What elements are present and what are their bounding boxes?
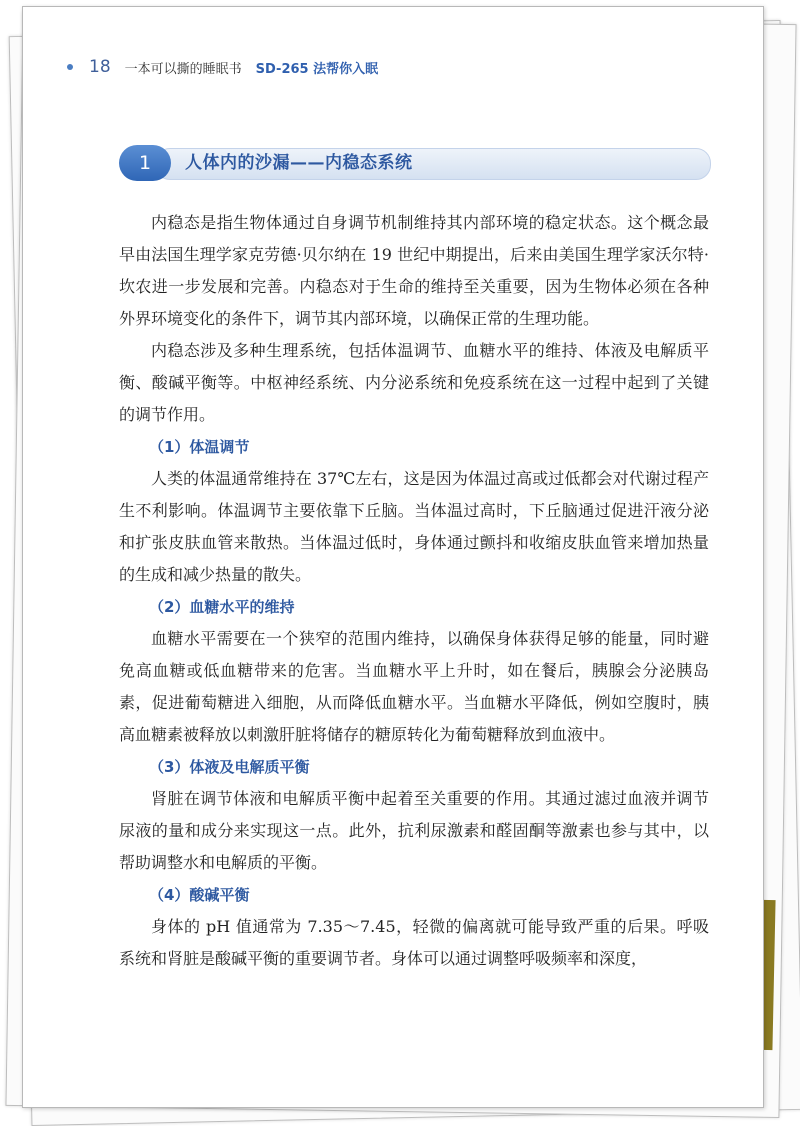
paragraph-blood-sugar: 血糖水平需要在一个狭窄的范围内维持，以确保身体获得足够的能量，同时避免高血糖或低血糖带来的危害。当血糖水平上升时，如在餐后，胰腺会分泌胰岛素，促进葡萄糖进入细胞，从而降低血糖水平。当血糖水平降低，例如空腹时，胰高血糖素被释放以刺激肝脏将储存的糖原转化为葡萄糖释放到血液中。 bbox=[119, 629, 709, 744]
bullet-dot-icon bbox=[67, 64, 73, 70]
subheading-temperature: （1）体温调节 bbox=[149, 438, 250, 456]
page-number: 18 bbox=[89, 57, 111, 77]
paragraph-fluid-electrolyte: 肾脏在调节体液和电解质平衡中起着至关重要的作用。其通过滤过血液并调节尿液的量和成分来实现这一点。此外，抗利尿激素和醛固酮等激素也参与其中，以帮助调整水和电解质的平衡。 bbox=[119, 789, 709, 872]
subheading-blood-sugar: （2）血糖水平的维持 bbox=[149, 598, 295, 616]
subheading-acid-base: （4）酸碱平衡 bbox=[149, 886, 250, 904]
paragraph-acid-base: 身体的 pH 值通常为 7.35～7.45，轻微的偏离就可能导致严重的后果。呼吸系统和肾脏是酸碱平衡的重要调节者。身体可以通过调整呼吸频率和深度， bbox=[119, 917, 709, 968]
running-header bbox=[67, 57, 378, 77]
section-title: 人体内的沙漏——内稳态系统 bbox=[185, 153, 413, 173]
paragraph-temperature: 人类的体温通常维持在 37℃左右，这是因为体温过高或过低都会对代谢过程产生不利影响。体温调节主要依靠下丘脑。当体温过高时，下丘脑通过促进汗液分泌和扩张皮肤血管来散热。当体温过低时，身体通过颤抖和收缩皮肤血管来增加热量的生成和减少热量的散失。 bbox=[119, 469, 709, 584]
section-banner bbox=[119, 145, 709, 181]
paragraph-systems: 内稳态涉及多种生理系统，包括体温调节、血糖水平的维持、体液及电解质平衡、酸碱平衡等。中枢神经系统、内分泌系统和免疫系统在这一过程中起到了关键的调节作用。 bbox=[119, 341, 709, 424]
section-number: 1 bbox=[119, 145, 171, 181]
book-title: 一本可以撕的睡眠书 bbox=[124, 61, 242, 77]
subheading-fluid-electrolyte: （3）体液及电解质平衡 bbox=[149, 758, 310, 776]
paragraph-intro: 内稳态是指生物体通过自身调节机制维持其内部环境的稳定状态。这个概念最早由法国生理学家克劳德·贝尔纳在 19 世纪中期提出，后来由美国生理学家沃尔特·坎农进一步发展和完善。内稳态对于生命的维持至关重要，因为生物体必须在各种外界环境变化的条件下，调节其内部环境，以确保正常的生理功能。 bbox=[119, 213, 709, 328]
book-page bbox=[22, 6, 764, 1108]
book-subtitle: SD-265 法帮你入眠 bbox=[255, 61, 379, 77]
main-text bbox=[119, 207, 709, 975]
